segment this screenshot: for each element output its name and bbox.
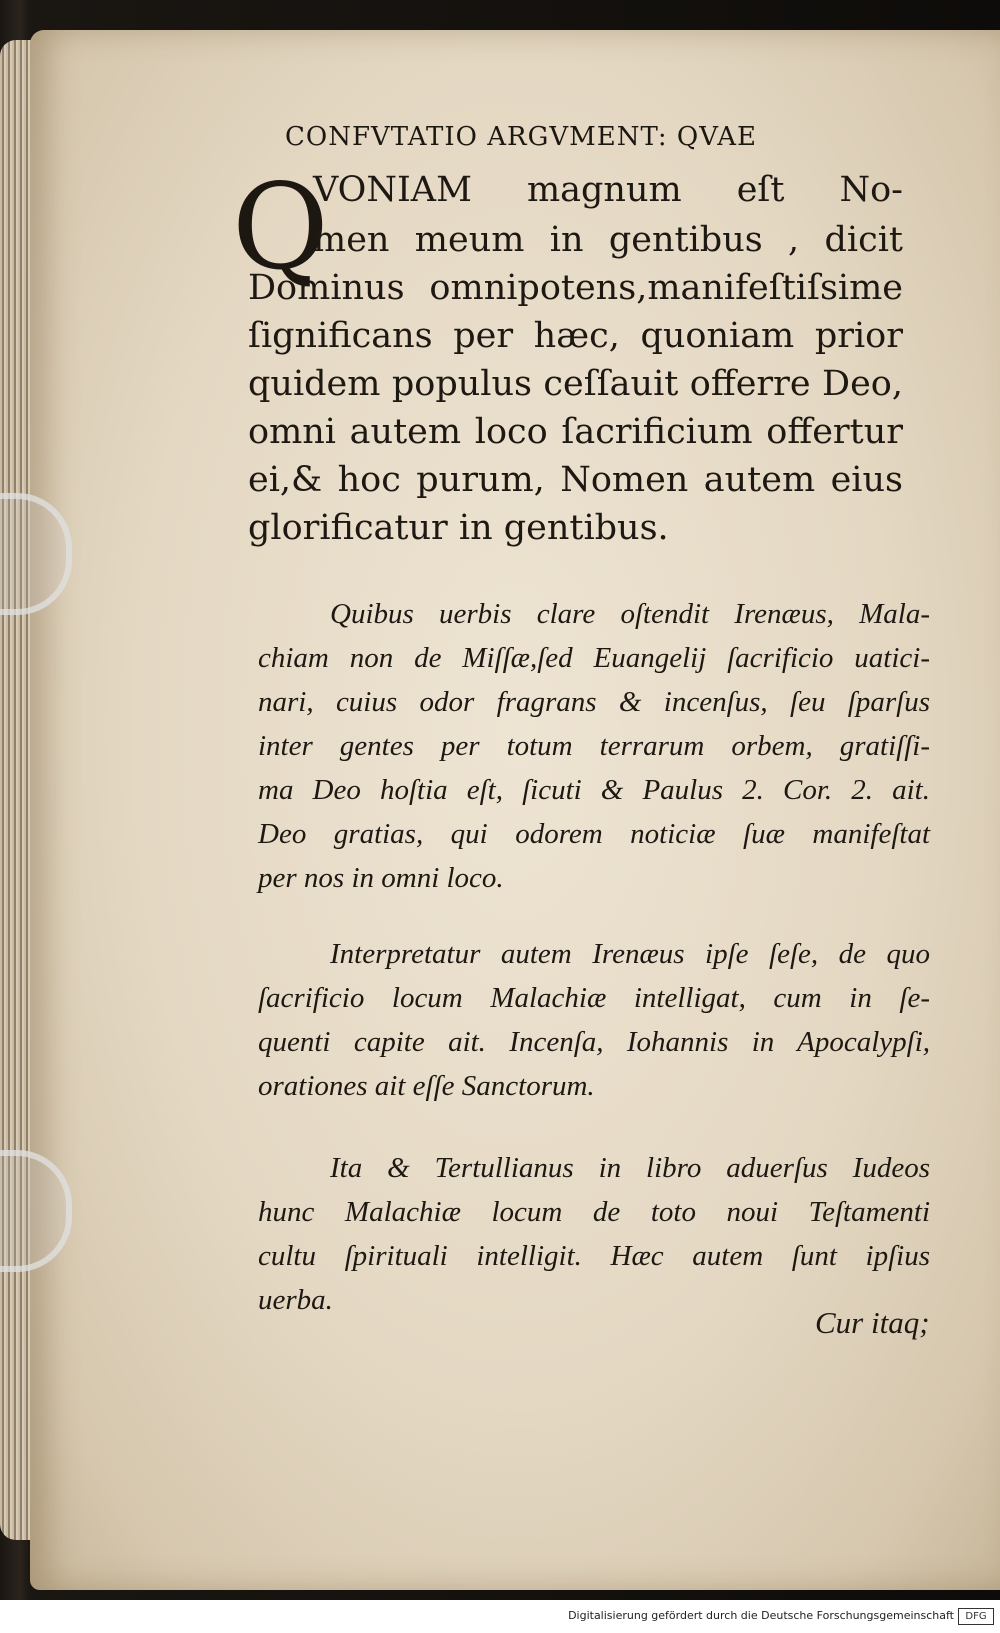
book-page <box>30 30 1000 1590</box>
paragraph-2-line-3: quenti capite ait. Incenſa, Iohannis in Apocalypſi, <box>258 1026 930 1058</box>
paragraph-1-line-2: chiam non de Miſſæ,ſed Euangelij ſacrificio uatici- <box>258 642 930 674</box>
paragraph-1-line-4: inter gentes per totum terrarum orbem, gratiſſi- <box>258 730 930 762</box>
paragraph-3-line-4: uerba. <box>258 1284 333 1316</box>
paragraph-3-line-1: Ita & Tertullianus in libro aduerſus Iudeos <box>330 1152 930 1184</box>
paragraph-2-line-4: orationes ait eſſe Sanctorum. <box>258 1070 595 1102</box>
lead-line-2: men meum in gentibus , dicit <box>313 220 903 260</box>
paragraph-1-line-5: ma Deo hoſtia eſt, ſicuti & Paulus 2. Cor. 2. ait. <box>258 774 930 806</box>
dfg-logo: DFG <box>958 1608 994 1625</box>
paragraph-1-line-1: Quibus uerbis clare oſtendit Irenæus, Mala- <box>330 598 930 630</box>
paragraph-3-line-2: hunc Malachiæ locum de toto noui Teſtamenti <box>258 1196 930 1228</box>
lead-line-6: omni autem loco ſacrificium offertur <box>248 412 903 452</box>
lead-line-8: glorificatur in gentibus. <box>248 508 669 548</box>
footer-bar <box>0 1600 1000 1633</box>
paragraph-1-line-3: nari, cuius odor fragrans & incenſus, ſeu ſparſus <box>258 686 930 718</box>
paragraph-1-line-7: per nos in omni loco. <box>258 862 504 894</box>
lead-line-4: ſignificans per hæc, quoniam prior <box>248 316 903 356</box>
lead-line-1: VONIAM magnum eſt No- <box>313 170 903 210</box>
paragraph-2-line-1: Interpretatur autem Irenæus ipſe ſeſe, de quo <box>330 938 930 970</box>
lead-line-5: quidem populus ceſſauit offerre Deo, <box>248 364 903 404</box>
running-header: CONFVTATIO ARGVMENT: QVAE <box>285 122 758 152</box>
paragraph-2-line-2: ſacrificio locum Malachiæ intelligat, cum in ſe- <box>258 982 930 1014</box>
lead-line-3: Dominus omnipotens,manifeſtiſsime <box>248 268 903 308</box>
catchword: Cur itaq; <box>815 1305 930 1340</box>
drop-initial: Q <box>232 158 329 296</box>
paragraph-3-line-3: cultu ſpirituali intelligit. Hæc autem ſunt ipſius <box>258 1240 930 1272</box>
lead-line-7: ei,& hoc purum, Nomen autem eius <box>248 460 903 500</box>
footer-credit: Digitalisierung gefördert durch die Deutsche Forschungsgemeinschaft <box>568 1609 954 1622</box>
paragraph-1-line-6: Deo gratias, qui odorem noticiæ ſuæ manifeſtat <box>258 818 930 850</box>
